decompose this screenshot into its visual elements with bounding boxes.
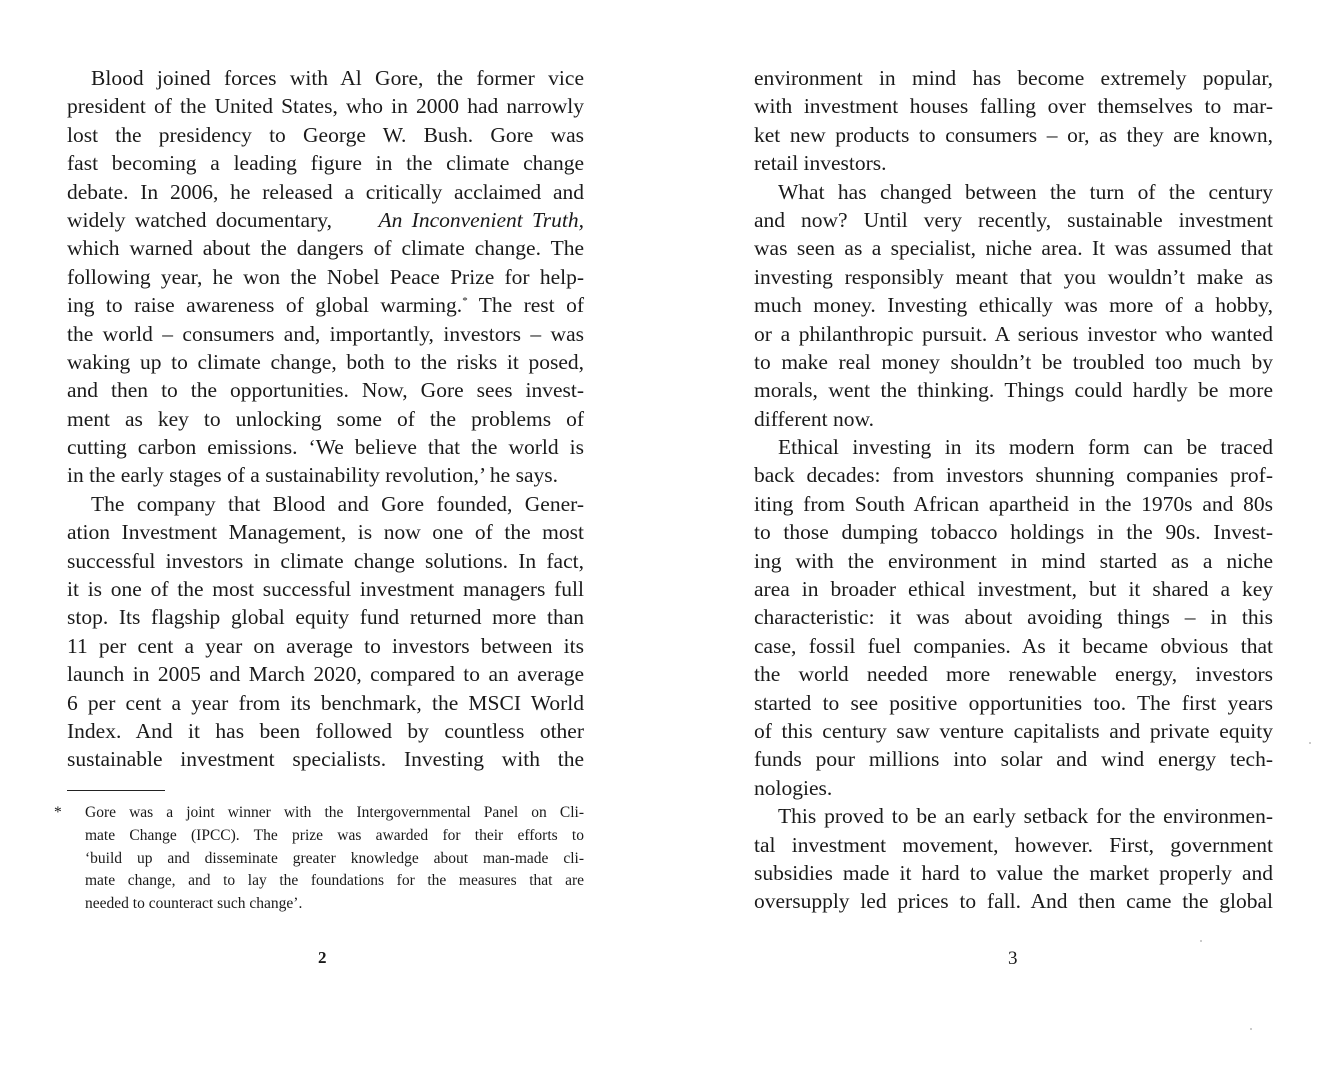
- text-segment: ing to raise awareness of global warming.: [67, 293, 463, 318]
- text-line-with-footnote-ref: [67, 291, 584, 319]
- footnote-body: [85, 802, 584, 916]
- text-line: characteristic: it was about avoiding things – in this: [754, 605, 1273, 630]
- scan-speck: [1309, 742, 1311, 744]
- footnote-divider: [67, 790, 165, 791]
- footnote-line: ‘build up and disseminate greater knowledge about man-made cli-: [85, 849, 584, 867]
- text-line-with-title: [67, 206, 584, 234]
- text-line: following year, he won the Nobel Peace Prize for help-: [67, 264, 584, 289]
- page-number: 2: [318, 948, 327, 967]
- text-line: which warned about the dangers of climate change. The: [67, 236, 584, 261]
- text-line: funds pour millions into solar and wind energy tech-: [754, 747, 1273, 772]
- text-line: the world needed more renewable energy, investors: [754, 662, 1273, 687]
- documentary-title: An Inconvenient Truth,: [378, 207, 585, 232]
- text-line: cutting carbon emissions. ‘We believe that the world is: [67, 435, 584, 460]
- text-line: case, fossil fuel companies. As it became obvious that: [754, 633, 1273, 658]
- text-line: or a philanthropic pursuit. A serious investor who wanted: [754, 321, 1273, 346]
- footnote: [54, 802, 584, 916]
- text-line: Index. And it has been followed by countless other: [67, 718, 584, 743]
- text-line: area in broader ethical investment, but it shared a key: [754, 577, 1273, 602]
- right-page: [672, 0, 1344, 1080]
- text-line: sustainable investment specialists. Investing with the: [67, 747, 584, 772]
- text-line: debate. In 2006, he released a critically acclaimed and: [67, 179, 584, 204]
- page-number: 3: [1008, 948, 1018, 969]
- left-page-body-text: [67, 64, 584, 774]
- text-line: different now.: [754, 406, 875, 431]
- text-line: and then to the opportunities. Now, Gore sees invest-: [67, 378, 584, 403]
- text-line: much money. Investing ethically was more of a hobby,: [754, 293, 1273, 318]
- text-line: Blood joined forces with Al Gore, the former vice: [91, 66, 584, 90]
- text-line: stop. Its flagship global equity fund returned more than: [67, 605, 584, 630]
- text-line: and now? Until very recently, sustainable investment: [754, 207, 1273, 232]
- text-line: successful investors in climate change solutions. In fact,: [67, 548, 584, 573]
- text-line: the world – consumers and, importantly, investors – was: [67, 321, 584, 346]
- text-line: iting from South African apartheid in the 1970s and 80s: [754, 491, 1273, 516]
- text-line: ment as key to unlocking some of the problems of: [67, 406, 584, 431]
- text-line: This proved to be an early setback for the environmen-: [778, 804, 1273, 829]
- text-line: waking up to climate change, both to the risks it posed,: [67, 349, 584, 374]
- footnote-line: Gore was a joint winner with the Intergovernmental Panel on Cli-: [85, 804, 584, 821]
- text-line: to those dumping tobacco holdings in the 90s. Invest-: [754, 520, 1273, 545]
- text-line: environment in mind has become extremely popular,: [754, 66, 1273, 90]
- footnote-line: mate Change (IPCC). The prize was awarded for their efforts to: [85, 826, 584, 844]
- right-page-body-text: [754, 64, 1273, 916]
- scan-speck: [1250, 1028, 1252, 1030]
- text-line: it is one of the most successful investment managers full: [67, 577, 584, 602]
- text-line: ing with the environment in mind started as a niche: [754, 548, 1273, 573]
- text-line: launch in 2005 and March 2020, compared to an average: [67, 662, 584, 687]
- text-line: started to see positive opportunities too. The first years: [754, 690, 1273, 715]
- text-line: to make real money shouldn’t be troubled too much by: [754, 349, 1273, 374]
- text-line: investing responsibly meant that you wouldn’t make as: [754, 264, 1273, 289]
- text-line: lost the presidency to George W. Bush. Gore was: [67, 122, 584, 147]
- text-line: tal investment movement, however. First, government: [754, 832, 1273, 857]
- text-line: of this century saw venture capitalists and private equity: [754, 718, 1273, 743]
- text-line: with investment houses falling over themselves to mar-: [754, 94, 1273, 119]
- footnote-marker: *: [54, 804, 62, 821]
- text-line: retail investors.: [754, 151, 887, 176]
- text-line: oversupply led prices to fall. And then came the global: [754, 889, 1273, 914]
- text-line: 11 per cent a year on average to investors between its: [67, 633, 584, 658]
- text-line: The company that Blood and Gore founded, Gener-: [91, 491, 584, 516]
- text-line: fast becoming a leading figure in the climate change: [67, 151, 584, 176]
- text-segment: widely watched documentary,: [67, 207, 332, 232]
- text-line: in the early stages of a sustainability revolution,’ he says.: [67, 463, 558, 488]
- text-line: Ethical investing in its modern form can be traced: [778, 435, 1273, 460]
- text-line: ket new products to consumers – or, as they are known,: [754, 122, 1273, 147]
- footnote-line: mate change, and to lay the foundations for the measures that are: [85, 872, 584, 890]
- text-segment: The rest of: [478, 293, 584, 318]
- text-line: What has changed between the turn of the century: [778, 179, 1273, 204]
- text-line: president of the United States, who in 2000 had narrowly: [67, 94, 584, 119]
- text-line: morals, went the thinking. Things could hardly be more: [754, 378, 1273, 403]
- footnote-reference: *: [462, 294, 468, 307]
- text-line: subsidies made it hard to value the market properly and: [754, 860, 1273, 885]
- scan-speck: [1200, 940, 1202, 942]
- text-line: nologies.: [754, 775, 833, 800]
- text-line: back decades: from investors shunning companies prof-: [754, 463, 1273, 488]
- text-line: 6 per cent a year from its benchmark, the MSCI World: [67, 690, 584, 715]
- text-line: ation Investment Management, is now one of the most: [67, 520, 584, 545]
- footnote-line: needed to counteract such change’.: [85, 895, 303, 913]
- text-line: was seen as a specialist, niche area. It was assumed that: [754, 236, 1273, 261]
